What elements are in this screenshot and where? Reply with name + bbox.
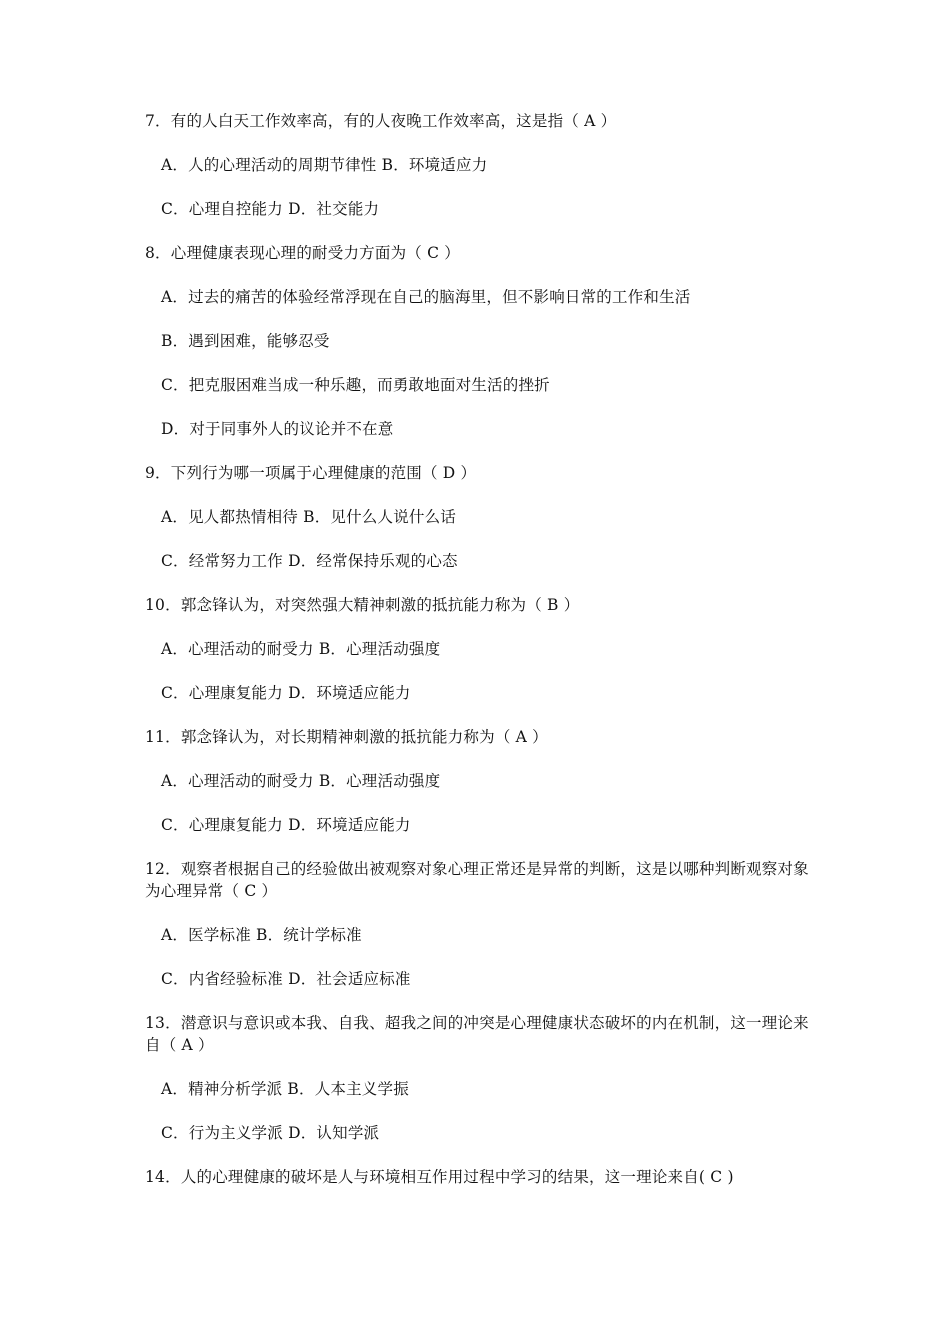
question-10-option-line-2: C．心理康复能力 D．环境适应能力 (161, 684, 411, 702)
question-8-option-a: A．过去的痛苦的体验经常浮现在自己的脑海里，但不影响日常的工作和生活 (161, 288, 691, 306)
question-stem-7: 7．有的人白天工作效率高，有的人夜晚工作效率高，这是指（ A ） (145, 112, 617, 130)
question-13-option-line-2: C．行为主义学派 D．认知学派 (161, 1124, 380, 1142)
question-13-option-line-1: A．精神分析学派 B．人本主义学振 (161, 1080, 409, 1098)
question-stem-11: 11．郭念锋认为，对长期精神刺激的抵抗能力称为（ A ） (145, 728, 548, 746)
question-10-option-line-1: A．心理活动的耐受力 B．心理活动强度 (161, 640, 441, 658)
question-7-option-line-2: C．心理自控能力 D．社交能力 (161, 200, 380, 218)
question-7-option-line-1: A．人的心理活动的周期节律性 B．环境适应力 (161, 156, 488, 174)
question-stem-8: 8．心理健康表现心理的耐受力方面为（ C ） (145, 244, 460, 262)
question-12-option-line-1: A．医学标准 B．统计学标准 (161, 926, 362, 944)
question-8-option-d: D．对于同事外人的议论并不在意 (161, 420, 394, 438)
question-8-option-c: C．把克服困难当成一种乐趣，而勇敢地面对生活的挫折 (161, 376, 550, 394)
question-stem-10: 10．郭念锋认为，对突然强大精神刺激的抵抗能力称为（ B ） (145, 596, 580, 614)
question-9-option-line-1: A．见人都热情相待 B．见什么人说什么话 (161, 508, 457, 526)
question-stem-12: 12．观察者根据自己的经验做出被观察对象心理正常还是异常的判断，这是以哪种判断观察对象为心理异常（ C ） (145, 860, 809, 900)
question-9-option-line-2: C．经常努力工作 D．经常保持乐观的心态 (161, 552, 458, 570)
question-stem-13: 13．潜意识与意识或本我、自我、超我之间的冲突是心理健康状态破坏的内在机制，这一理论来自（ A ） (145, 1014, 809, 1054)
question-stem-9: 9．下列行为哪一项属于心理健康的范围（ D ） (145, 464, 477, 482)
question-stem-14: 14．人的心理健康的破坏是人与环境相互作用过程中学习的结果，这一理论来自( C ) (145, 1168, 734, 1186)
question-8-option-b: B．遇到困难，能够忍受 (161, 332, 330, 350)
question-11-option-line-1: A．心理活动的耐受力 B．心理活动强度 (161, 772, 441, 790)
question-12-option-line-2: C．内省经验标准 D．社会适应标准 (161, 970, 411, 988)
question-11-option-line-2: C．心理康复能力 D．环境适应能力 (161, 816, 411, 834)
question-list (145, 110, 810, 1210)
